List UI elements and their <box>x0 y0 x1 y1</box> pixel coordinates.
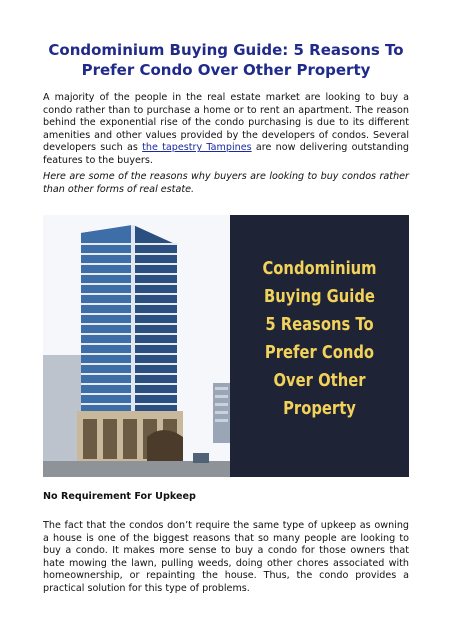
intro-text-start: A majority of the people in the real estate market are looking to buy a condo rather than to purchase a home or to rent an apartment. The reason behind the exponential rise of the condo purchasing is due to its different amenities and other values provided by the developers of condos. Several developers such as <box>43 92 409 154</box>
italic-note: Here are some of the reasons why buyers are looking to buy condos rather than other forms of real estate. <box>43 171 409 195</box>
hero-line: Buying Guide <box>264 286 375 307</box>
section-heading: No Requirement For Upkeep <box>43 491 196 502</box>
hero-text-panel <box>230 215 409 477</box>
hero-heading <box>246 255 393 423</box>
condo-building-image <box>43 215 230 477</box>
hero-banner <box>43 215 409 477</box>
document-title: Condominium Buying Guide: 5 Reasons To Prefer Condo Over Other Property <box>48 41 404 79</box>
intro-paragraph <box>43 92 409 168</box>
intro-text-end: are now delivering outstanding features to the buyers. <box>43 142 409 166</box>
hero-line: Prefer Condo <box>264 342 375 363</box>
hero-line: 5 Reasons To <box>265 314 374 335</box>
hero-line: Property <box>283 398 356 419</box>
hero-line: Over Other <box>273 370 366 391</box>
tapestry-tampines-link[interactable]: the tapestry Tampines <box>142 142 252 154</box>
section-body: The fact that the condos don’t require the same type of upkeep as owning a house is one of the biggest reasons that so many people are looking to buy a condo. It makes more sense to buy a condo for those owners that hate mowing the lawn, pulling weeds, doing other chores associated with homeownership, or repainting the house. Thus, the condo provides a practical solution for this type of problems. <box>43 520 409 594</box>
condo-building-illustration <box>43 215 230 477</box>
hero-line: Condominium <box>262 258 377 279</box>
